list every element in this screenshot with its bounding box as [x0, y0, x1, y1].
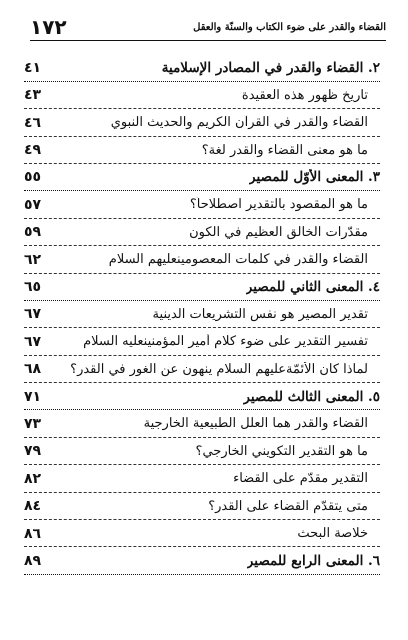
toc-entry-page: ٥٩ [24, 224, 42, 241]
toc-entry-title: القضاء والقدر هما العلل الطبيعية الخارجية [143, 416, 368, 432]
toc-section [24, 165, 380, 192]
toc-entry-title: ٤. المعنى الثاني للمصير [245, 279, 380, 296]
toc-entry-title: ما هو معنى القضاء والقدر لغة؟ [201, 142, 368, 158]
toc-item [24, 247, 380, 274]
toc-entry-title: تاريخ ظهور هذه العقيدة [241, 87, 368, 103]
toc-item [24, 521, 380, 548]
toc-entry-title: تفسير التقدير على ضوء كلام أمير المؤمنينعليه السلام [83, 334, 368, 350]
toc-item [24, 82, 380, 109]
toc-item [24, 438, 380, 465]
toc-item [24, 219, 380, 246]
running-title: القضاء والقدر على ضوء الكتاب والسنّة والعقل [193, 21, 386, 33]
toc-section [24, 548, 380, 575]
toc-entry-title: القضاء والقدر في كلمات المعصومينعليهم السلام [108, 252, 368, 268]
toc-entry-title: ٢. القضاء والقدر في المصادر الإسلامية [161, 59, 380, 76]
page-number: ١٧٢ [30, 15, 67, 39]
toc-item [24, 466, 380, 493]
toc-entry-page: ٤٣ [24, 87, 42, 104]
toc-item [24, 110, 380, 137]
toc-item [24, 356, 380, 383]
toc-item [24, 137, 380, 164]
toc-entry-page: ٨٤ [24, 498, 42, 515]
toc-entry-title: القضاء والقدر في القرآن الكريم والحديث النبوي [110, 115, 368, 131]
toc-entry-page: ٤٩ [24, 142, 42, 159]
toc-item [24, 192, 380, 219]
toc-item [24, 302, 380, 329]
table-of-contents [24, 55, 380, 575]
toc-section [24, 384, 380, 411]
toc-entry-page: ٧١ [24, 388, 42, 405]
toc-entry-page: ٤١ [24, 59, 42, 76]
toc-entry-title: التقدير مقدّم على القضاء [233, 471, 368, 487]
toc-entry-page: ٦٧ [24, 333, 42, 350]
toc-entry-title: لماذا كان الأئمّةعليهم السلام ينهون عن الغور في القدر؟ [70, 361, 368, 377]
toc-entry-page: ٧٩ [24, 443, 42, 460]
toc-entry-title: تقدير المصير هو نفس التشريعات الدينية [152, 306, 368, 322]
toc-entry-page: ٥٥ [24, 169, 42, 186]
toc-section [24, 55, 380, 82]
toc-entry-page: ٨٩ [24, 552, 42, 569]
toc-entry-page: ٥٧ [24, 196, 42, 213]
toc-item [24, 411, 380, 438]
toc-entry-title: ٣. المعنى الأوّل للمصير [249, 169, 380, 186]
toc-item [24, 329, 380, 356]
toc-entry-page: ٨٢ [24, 470, 42, 487]
toc-entry-title: متى يتقدّم القضاء على القدر؟ [208, 498, 368, 514]
toc-entry-title: ما هو المقصود بالتقدير اصطلاحاً؟ [189, 197, 368, 213]
toc-entry-page: ٦٥ [24, 279, 42, 296]
toc-entry-title: ما هو التقدير التكويني الخارجي؟ [195, 443, 368, 459]
toc-entry-page: ٦٨ [24, 361, 42, 378]
toc-entry-title: ٥. المعنى الثالث للمصير [243, 388, 380, 405]
toc-item [24, 493, 380, 520]
toc-entry-page: ٤٦ [24, 114, 42, 131]
toc-entry-page: ٦٢ [24, 251, 42, 268]
toc-entry-page: ٦٧ [24, 306, 42, 323]
toc-entry-title: خلاصة البحث [297, 526, 368, 542]
toc-entry-title: مقدّرات الخالق العظيم في الكون [189, 224, 368, 240]
toc-entry-page: ٧٣ [24, 415, 42, 432]
toc-entry-title: ٦. المعنى الرابع للمصير [246, 552, 380, 569]
toc-section [24, 274, 380, 301]
toc-entry-page: ٨٦ [24, 525, 42, 542]
page-header [30, 14, 386, 41]
